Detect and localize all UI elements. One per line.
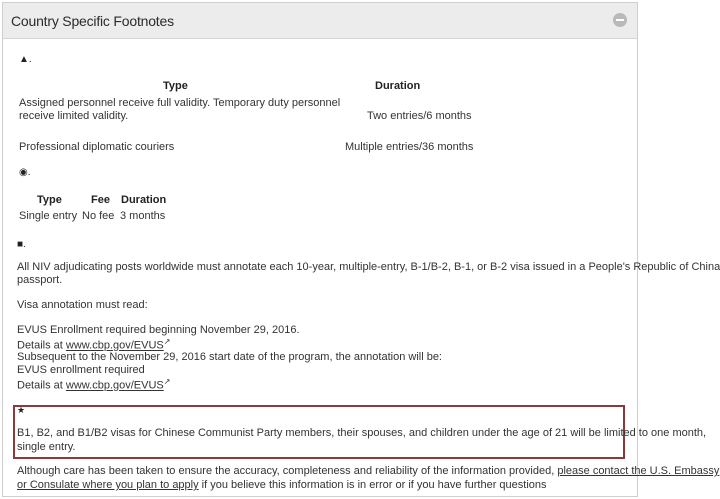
collapse-icon[interactable]: [613, 13, 627, 27]
table-cell-type: receive limited validity.: [19, 110, 129, 122]
table-cell-type: Single entry: [19, 210, 78, 222]
annotation-intro: Visa annotation must read:: [17, 299, 148, 311]
column-header-type: Type: [37, 194, 62, 206]
table-cell-duration: Multiple entries/36 months: [345, 141, 474, 153]
evus-link[interactable]: www.cbp.gov/EVUS: [65, 339, 164, 352]
external-link-icon: ↗: [163, 377, 171, 386]
paragraph-text: single entry.: [17, 441, 76, 453]
panel-title: Country Specific Footnotes: [11, 13, 174, 29]
evus-notice: EVUS Enrollment required beginning November 29, 2016.: [17, 324, 300, 336]
column-header-fee: Fee: [91, 194, 110, 206]
subsequent-notice: Subsequent to the November 29, 2016 start date of the program, the annotation will be:: [17, 351, 442, 363]
table-cell-type: Professional diplomatic couriers: [19, 141, 175, 153]
disclaimer-line: Although care has been taken to ensure the accuracy, completeness and reliability of the information provided, please contact the U.S. Embassy: [17, 465, 720, 477]
contact-embassy-link[interactable]: please contact the U.S. Embassy: [557, 465, 720, 477]
column-header-duration: Duration: [121, 194, 167, 206]
table-cell-duration: Two entries/6 months: [367, 110, 472, 122]
table-cell-fee: No fee: [82, 210, 115, 222]
disclaimer-line: or Consulate where you plan to apply if you believe this information is in error or if you have further questions: [17, 479, 547, 491]
details-line: Details at www.cbp.gov/EVUS↗: [17, 337, 171, 352]
external-link-icon: ↗: [163, 337, 171, 346]
contact-embassy-link[interactable]: or Consulate where you plan to apply: [17, 479, 199, 491]
paragraph-text: passport.: [17, 274, 63, 286]
panel-header[interactable]: [3, 3, 637, 39]
column-header-type: Type: [163, 80, 188, 92]
evus-link[interactable]: www.cbp.gov/EVUS: [65, 379, 164, 392]
column-header-duration: Duration: [375, 80, 421, 92]
star-icon: ★: [17, 405, 26, 415]
details-line: Details at www.cbp.gov/EVUS↗: [17, 377, 171, 392]
table-cell-duration: 3 months: [120, 210, 166, 222]
table-cell-type: Assigned personnel receive full validity. Temporary duty personnel: [19, 97, 341, 109]
triangle-icon: ▲.: [19, 54, 32, 65]
paragraph-text: All NIV adjudicating posts worldwide must annotate each 10-year, multiple-entry, B-1/B-2, B-1, or B-2 visa issued in a People's Republic of China: [17, 261, 720, 273]
evus-enrollment: EVUS enrollment required: [17, 364, 145, 376]
square-icon: ■.: [17, 239, 26, 250]
paragraph-text: B1, B2, and B1/B2 visas for Chinese Communist Party members, their spouses, and children under the age of 21 will be limited to one month,: [17, 427, 707, 439]
circle-dot-icon: ◉.: [19, 167, 31, 178]
footnotes-panel: [2, 2, 720, 497]
